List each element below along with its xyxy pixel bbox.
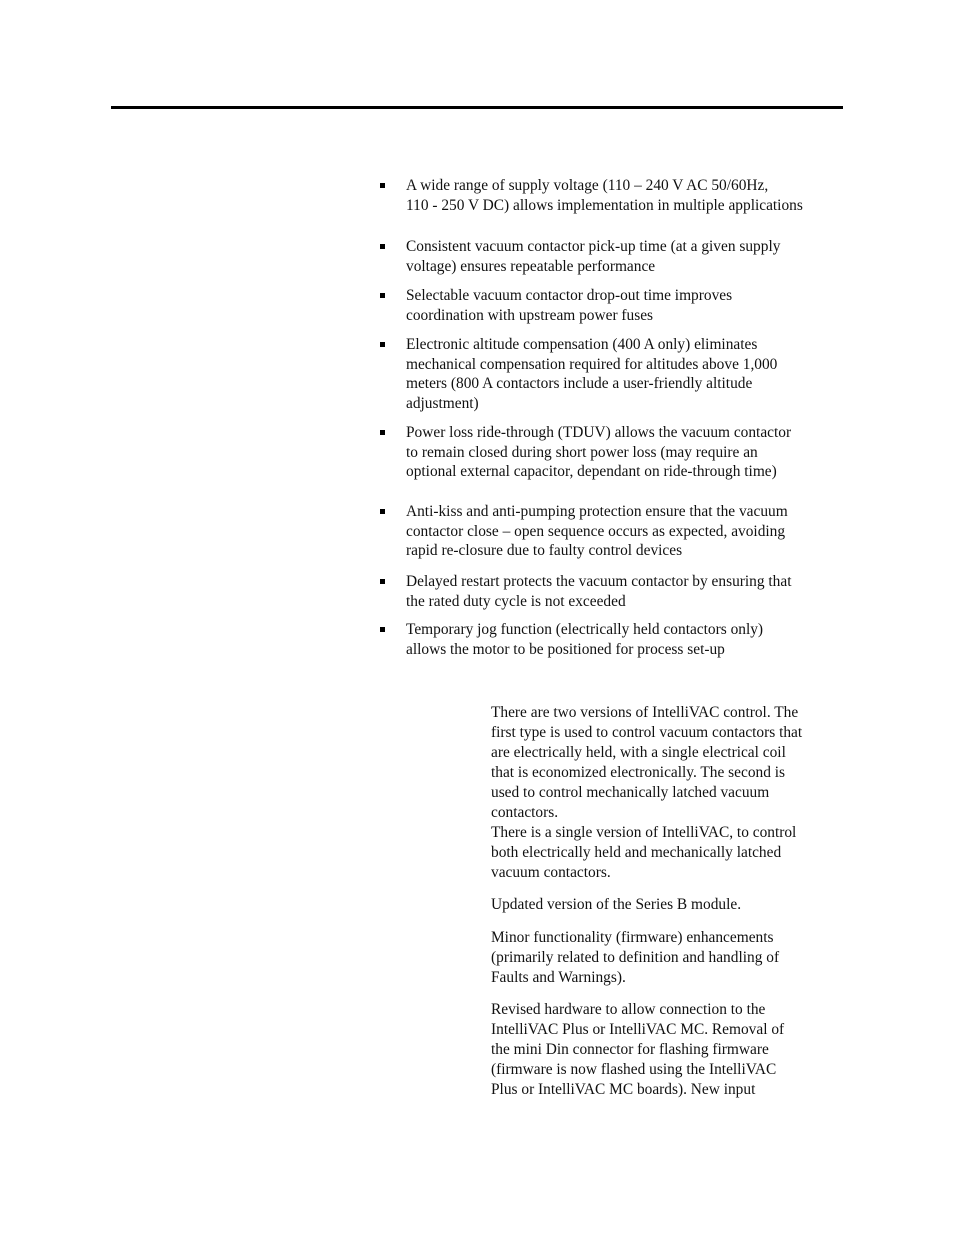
list-item-text: Electronic altitude compensation (400 A only) eliminates mechanical compensation required for altitudes above 1,000 meters (800 A contactors include a user-friendly altitude adjustment) xyxy=(406,336,778,413)
header-rule xyxy=(111,106,843,109)
square-bullet-icon xyxy=(380,183,385,188)
square-bullet-icon xyxy=(380,579,385,584)
list-item-text: Power loss ride-through (TDUV) allows the vacuum contactor to remain closed during short power loss (may require an optional external capacitor, dependant on ride-through time) xyxy=(406,424,792,481)
list-item-text: Temporary jog function (electrically held contactors only) allows the motor to be positioned for process set-up xyxy=(406,621,764,658)
list-item-text: Consistent vacuum contactor pick-up time (at a given supply voltage) ensures repeatable performance xyxy=(406,238,781,275)
square-bullet-icon xyxy=(380,244,385,249)
square-bullet-icon xyxy=(380,293,385,298)
square-bullet-icon xyxy=(380,430,385,435)
version-paragraph: There are two versions of IntelliVAC control. The first type is used to control vacuum contactors that are electrically held, with a single electrical coil that is economized electronically. The second is used to control mechanically latched vacuum contactors. xyxy=(491,704,803,821)
list-item-text: Delayed restart protects the vacuum contactor by ensuring that the rated duty cycle is not exceeded xyxy=(406,573,792,610)
version-paragraph: Revised hardware to allow connection to the IntelliVAC Plus or IntelliVAC MC. Removal of the mini Din connector for flashing firmware (firmware is now flashed using the IntelliVAC Plus or IntelliVAC MC boards). New input xyxy=(491,1001,785,1098)
list-item-text: A wide range of supply voltage (110 – 240 V AC 50/60Hz, 110 - 250 V DC) allows implementation in multiple applications xyxy=(406,177,803,214)
version-paragraph: Minor functionality (firmware) enhancements (primarily related to definition and handling of Faults and Warnings). xyxy=(491,929,780,986)
list-item-text: Selectable vacuum contactor drop-out time improves coordination with upstream power fuses xyxy=(406,287,733,324)
version-paragraph: There is a single version of IntelliVAC, to control both electrically held and mechanically latched vacuum contactors. xyxy=(491,824,797,881)
square-bullet-icon xyxy=(380,627,385,632)
list-item-text: Anti-kiss and anti-pumping protection ensure that the vacuum contactor close – open sequence occurs as expected, avoiding rapid re-closure due to faulty control devices xyxy=(406,503,788,560)
square-bullet-icon xyxy=(380,509,385,514)
version-paragraph: Updated version of the Series B module. xyxy=(491,896,742,913)
square-bullet-icon xyxy=(380,342,385,347)
